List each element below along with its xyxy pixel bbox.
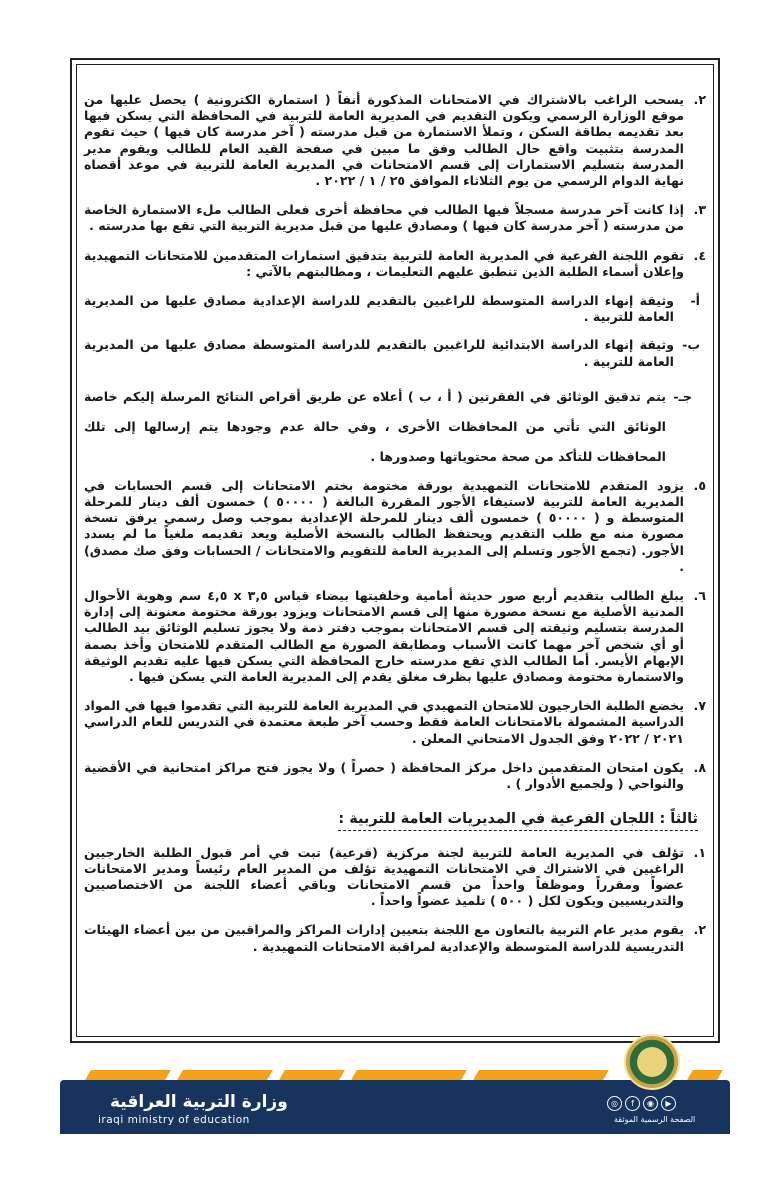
clause-text: يخضع الطلبة الخارجيون للامتحان التمهيدي في المديرية العامة للتربية التي تقدموا فيها في المواد الدراسية المشمولة بالامتحانات العامة فقط وحسب آخر طبعة معتمدة في التدريس للعام الدراسي ٢٠٢١ / ٢٠٢٢ وفق الجدول الامتحاني المعلن .	[84, 698, 684, 746]
accent-stripe	[351, 1070, 467, 1080]
accent-stripe	[279, 1070, 345, 1080]
sub-clause-text: يتم تدقيق الوثائق في الفقرتين ( أ ، ب ) أعلاه عن طريق أقراص النتائج المرسلة إليكم خاصة الوثائق التي تأتي من المحافظات الأخرى ، وفي حالة عدم وجودها يتم إرسالها إلى تلك المحافظات للتأكد من صحة محتوياتها وصدورها .	[84, 388, 666, 464]
clause-number: ٣.	[693, 202, 706, 218]
clause-6	[84, 588, 706, 685]
clause-text: يزود المتقدم للامتحانات التمهيدية بورقة مختومة بختم الامتحانات إلى قسم الحسابات في المديرية العامة للتربية لاستيفاء الأجور المقررة البالغة ( ٥٠٠٠٠ ) خمسون ألف دينار للمرحلة المتوسطة و ( ٥٠٠٠٠ ) خمسون ألف دينار للمرحلة الإعدادية بموجب وصل رسمي يرفق نسخة مصورة منه مع طلب التقديم ويحتفظ الطالب بالنسخة الأصلية ويعد تقديمه ملغياً ما لم يسدد الأجور. (تجمع الأجور وتسلم إلى المديرية العامة للتقويم والامتحانات / الحسابات وفق صك مصدق) .	[84, 477, 684, 574]
accent-stripe	[85, 1070, 171, 1080]
clause-number: ٥.	[693, 477, 706, 493]
telegram-icon[interactable]: ◉	[643, 1096, 658, 1111]
instagram-icon[interactable]: ◎	[607, 1096, 622, 1111]
sub-clause-letter: جـ-	[673, 388, 692, 404]
clause-5	[84, 478, 706, 575]
clause-4	[84, 248, 706, 280]
sub-clause-letter: أ-	[690, 293, 700, 309]
social-links	[607, 1096, 676, 1111]
section-heading: ثالثاً : اللجان الفرعية في المديريات العامة للتربية :	[338, 811, 698, 830]
accent-stripe	[687, 1070, 723, 1080]
clause-text: تقوم اللجنة الفرعية في المديرية العامة للتربية بتدقيق استمارات المتقدمين للامتحانات التمهيدية وإعلان أسماء الطلبة الذين تنطبق عليهم التعليمات ، ومطالبتهم بالآتي :	[84, 247, 684, 279]
clause-text: يقوم مدير عام التربية بالتعاون مع اللجنة بتعيين إدارات المراكز والمراقبين من بين أعضاء الهيئات التدريسية للدراسة المتوسطة والإعدادية لمراقبة الامتحانات التمهيدية .	[84, 922, 684, 954]
youtube-icon[interactable]: ▶	[661, 1096, 676, 1111]
accent-stripe	[177, 1070, 273, 1080]
sub-clause-text: وثيقة إنهاء الدراسة الابتدائية للراغبين بالتقديم للدراسة المتوسطة مصادق عليها من المديرية العامة للتربية .	[84, 337, 674, 369]
sub-clause-letter: ب-	[682, 337, 700, 353]
clause-number: ٢.	[693, 92, 706, 107]
clause-8	[84, 760, 706, 792]
clause-text: إذا كانت آخر مدرسة مسجلاً فيها الطالب في محافظة أخرى فعلى الطالب ملء الاستمارة الخاصة من مدرسته ( آخر مدرسة كان فيها ) ومصادق عليها من قبل مديرية التربية التي تقع بها مدرسته .	[84, 202, 684, 234]
clause-2	[84, 92, 706, 189]
ministry-name-arabic: وزارة التربية العراقية	[110, 1092, 288, 1112]
sub-clause-b	[84, 337, 706, 369]
clause-number: ٦.	[693, 588, 706, 604]
clause-number: ٢.	[693, 922, 706, 938]
document-body	[84, 92, 706, 968]
clause-number: ١.	[693, 844, 706, 860]
clause-number: ٨.	[693, 759, 706, 775]
committee-clause-2	[84, 922, 706, 954]
clause-text: تؤلف في المديرية العامة للتربية لجنة مركزية (فرعية) تبت في أمر قبول الطلبة الخارجيين الراغبين في الاشتراك في الامتحانات التمهيدية تؤلف من المدير العام رئيساً ومدير الامتحانات عضواً ومقرراً وموظفاً واحداً من قسم الامتحانات وباقي أعضاء اللجنة من الاختصاصيين والتدريسيين ويكون لكل ( ٥٠٠ ) تلميذ عضواً واحداً .	[84, 844, 684, 909]
accent-stripe	[473, 1070, 609, 1080]
sub-clause-text: وثيقة إنهاء الدراسة المتوسطة للراغبين بالتقديم للدراسة الإعدادية مصادق عليها من المديرية العامة للتربية .	[84, 293, 674, 325]
clause-text: يبلغ الطالب بتقديم أربع صور حديثة أمامية وخلفيتها بيضاء قياس ٣,٥ x ٤,٥ سم وهوية الأحوال المدنية الأصلية مع نسخة مصورة منها إلى قسم الامتحانات ويزود بورقة مختومة معنونة إلى إدارة المدرسة بتسليم وثيقته إلى قسم الامتحانات بموجب دفتر ذمة ولا يجوز تسليم الوثائق بيد الطالب أو أي شخص آخر مهما كانت الأسباب ومطابقة الصورة مع الطالب المتقدم للامتحان وأخذ بصمة الإبهام الأيسر. أما الطالب الذي تقع مدرسته خارج المحافظة التي يسكن فيها عليه تقديم الوثيقة والاستمارة مختومة ومصادق عليها بظرف مغلق يقدم إلى المديرية العامة التي يسكن فيها .	[84, 588, 684, 685]
sub-clause-a	[84, 293, 706, 325]
ministry-name-english: iraqi ministry of education	[98, 1114, 250, 1126]
ministry-emblem-icon	[624, 1034, 680, 1090]
clause-text: يسحب الراغب بالاشتراك في الامتحانات المذكورة أنفاً ( استمارة الكترونية ) يحصل عليها من موقع الوزارة الرسمي ويكون التقديم في المديرية العامة للتربية في المحافظة التي يسكن فيها بعد تقديمه بطاقة السكن ، وتملأ الاستمارة من قبل مدرسته ( آخر مدرسة كان فيها ) حيث تقوم المدرسة بتثبيت واقع حال الطالب وفق ما مبين في صفحة القيد العام للطالب ويقوم مدير المدرسة بتسليم الاستمارات إلى قسم الامتحانات في المديرية العامة للتربية في موعد أقصاه نهاية الدوام الرسمي من يوم الثلاثاء الموافق ٢٥ / ١ / ٢٠٢٢ .	[84, 92, 684, 189]
committee-clause-1	[84, 845, 706, 910]
clause-text: يكون امتحان المتقدمين داخل مركز المحافظة ( حصراً ) ولا يجوز فتح مراكز امتحانية في الأقضية والنواحي ( ولجميع الأدوار ) .	[84, 759, 684, 792]
official-page-label: الصفحة الرسمية الموثقة	[614, 1115, 696, 1124]
clause-7	[84, 698, 706, 747]
sub-clause-c	[84, 382, 706, 472]
clause-3	[84, 202, 706, 234]
facebook-icon[interactable]: f	[625, 1096, 640, 1111]
clause-number: ٧.	[693, 698, 706, 714]
clause-number: ٤.	[693, 247, 706, 263]
